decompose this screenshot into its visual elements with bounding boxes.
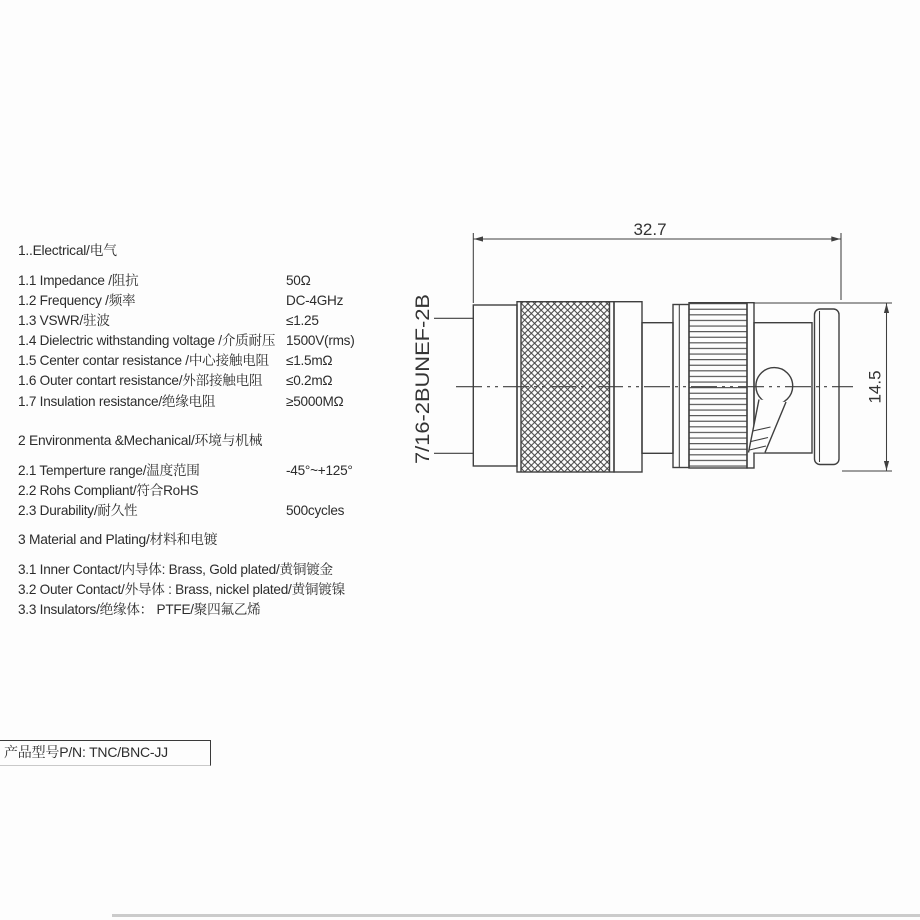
- spec-row-value: ≥5000MΩ: [286, 393, 344, 409]
- spec-row-value: DC-4GHz: [286, 293, 344, 309]
- spec-row-label: 2.3 Durability/耐久性: [18, 503, 138, 519]
- spec-row-label: 3.1 Inner Contact/内导体: Brass, Gold plated/黄铜镀金: [18, 562, 333, 577]
- coupling-nut-ribs: [689, 303, 747, 468]
- spec-row-label: 1.2 Frequency /频率: [18, 293, 136, 309]
- spec-row-label: 1.3 VSWR/驻波: [18, 313, 110, 329]
- thread-callout: [413, 294, 473, 464]
- spec-row-label: 1.7 Insulation resistance/绝缘电阻: [18, 393, 216, 409]
- neck-section: [642, 323, 673, 454]
- spec-row-label: 1.5 Center contar resistance /中心接触电阻: [18, 353, 269, 369]
- thread-callout-label: 7/16-2BUNEF-2B: [413, 316, 434, 464]
- spec-row-value: ≤1.5mΩ: [286, 353, 333, 369]
- spec-row-value: 50Ω: [286, 273, 311, 288]
- tnc-thread-cylinder: [473, 305, 517, 466]
- part-number-text: 产品型号P/N: TNC/BNC-JJ: [4, 744, 168, 760]
- spec-row-label: 2.1 Temperture range/温度范围: [18, 463, 200, 478]
- nut-rear-flange: [673, 305, 689, 468]
- spec-row-value: -45°~+125°: [286, 463, 353, 478]
- spec-row-value: 500cycles: [286, 503, 345, 519]
- spec-row-label: 1.4 Dielectric withstanding voltage /介质耐压: [18, 333, 276, 349]
- spec-row-label: 1.1 Impedance /阻抗: [18, 273, 139, 288]
- arrowhead-bottom: [884, 461, 889, 471]
- arrowhead-left: [474, 236, 483, 241]
- spec-section-title: 2 Environmenta &Mechanical/环境与机械: [18, 433, 263, 448]
- spec-row-value: ≤0.2mΩ: [286, 373, 333, 389]
- spec-row-label: 2.2 Rohs Compliant/符合RoHS: [18, 483, 199, 499]
- spec-row-label: 3.3 Insulators/绝缘体： PTFE/聚四氟乙烯: [18, 602, 261, 618]
- diameter-dimension-label: 14.5: [865, 370, 885, 404]
- spec-row-value: 1500V(rms): [286, 333, 355, 349]
- scan-edge-artifact: [112, 914, 920, 917]
- spec-row-value: ≤1.25: [286, 313, 319, 329]
- spec-section-title: 3 Material and Plating/材料和电镀: [18, 532, 218, 547]
- keyhole-circle: [756, 368, 793, 405]
- spec-section-title: 1..Electrical/电气: [18, 243, 117, 258]
- length-dimension: [473, 220, 841, 303]
- arrowhead-right: [831, 236, 840, 241]
- bayonet-keyhole: [749, 368, 793, 453]
- length-dimension-label: 32.7: [633, 220, 667, 239]
- arrowhead-top: [884, 304, 889, 314]
- spec-row-label: 1.6 Outer contart resistance/外部接触电阻: [18, 373, 263, 389]
- spec-row-label: 3.2 Outer Contact/外导体 : Brass, nickel plated/黄铜镀镍: [18, 582, 345, 598]
